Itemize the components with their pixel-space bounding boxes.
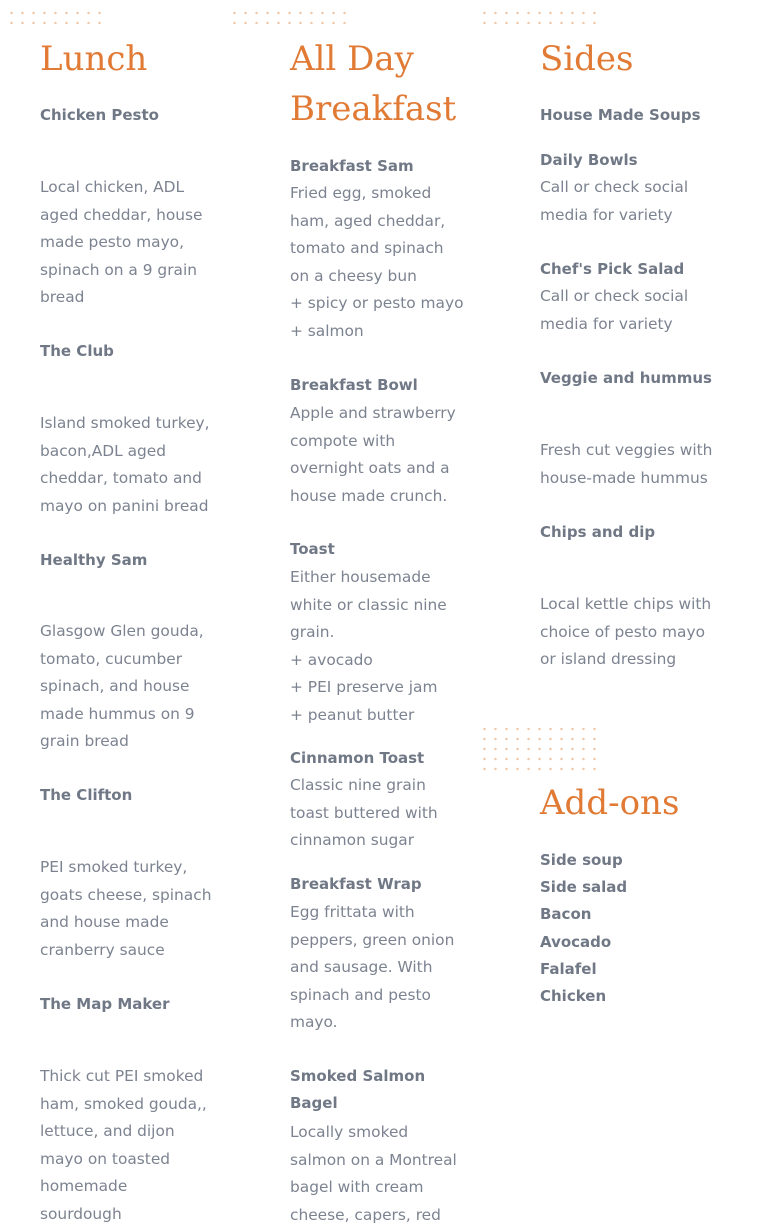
item-description: Classic nine grain toast buttered with cinnamon sugar <box>290 776 438 849</box>
lunch-heading: Lunch <box>40 39 148 79</box>
item-description: Fried egg, smoked ham, aged cheddar, tomato and spinach on a cheesy bun + spicy or pesto mayo + salmon <box>290 184 464 340</box>
item-title: Cinnamon Toast <box>290 749 425 767</box>
item-title: Breakfast Bowl <box>290 376 418 394</box>
dot-pattern-decoration <box>229 8 353 30</box>
item-description: Either housemade white or classic nine grain. + avocado + PEI preserve jam + peanut butter <box>290 568 447 724</box>
item-description: Local kettle chips with choice of pesto mayo or island dressing <box>540 595 712 668</box>
item-title: Healthy Sam <box>40 551 148 569</box>
item-title: Chips and dip <box>540 523 656 541</box>
item-title: The Map Maker <box>40 995 170 1013</box>
addon-item: Avocado <box>540 933 612 951</box>
addons-heading: Add-ons <box>540 783 680 823</box>
item-title: House Made Soups <box>540 106 701 124</box>
item-title: Smoked Salmon Bagel <box>290 1067 426 1112</box>
dot-pattern-decoration <box>479 8 603 30</box>
item-title: Breakfast Wrap <box>290 875 422 893</box>
item-title: Breakfast Sam <box>290 157 414 175</box>
addon-item: Chicken <box>540 987 607 1005</box>
item-title: Chef's Pick Salad <box>540 260 685 278</box>
addon-item: Side salad <box>540 878 628 896</box>
item-description: Island smoked turkey, bacon,ADL aged cheddar, tomato and mayo on panini bread <box>40 414 210 515</box>
item-title: Chicken Pesto <box>40 106 159 124</box>
item-description: Call or check social media for variety <box>540 287 689 333</box>
item-description: Locally smoked salmon on a Montreal bagel with cream cheese, capers, red <box>290 1123 457 1224</box>
item-title: Toast <box>290 540 335 558</box>
item-title: The Clifton <box>40 786 133 804</box>
item-description: PEI smoked turkey, goats cheese, spinach and house made cranberry sauce <box>40 858 212 959</box>
item-description: Thick cut PEI smoked ham, smoked gouda,, lettuce, and dijon mayo on toasted homemade sourdough <box>40 1067 207 1223</box>
sides-heading: Sides <box>540 39 634 79</box>
item-description: Call or check social media for variety <box>540 178 689 224</box>
item-description: Local chicken, ADL aged cheddar, house made pesto mayo, spinach on a 9 grain bread <box>40 178 203 306</box>
item-title: Veggie and hummus <box>540 369 712 387</box>
item-description: Egg frittata with peppers, green onion and sausage. With spinach and pesto mayo. <box>290 903 455 1031</box>
item-description: Glasgow Glen gouda, tomato, cucumber spinach, and house made hummus on 9 grain bread <box>40 622 204 750</box>
item-title: The Club <box>40 342 114 360</box>
item-description: Apple and strawberry compote with overnight oats and a house made crunch. <box>290 404 456 505</box>
breakfast-heading: All Day Breakfast <box>290 39 457 129</box>
item-description: Fresh cut veggies with house-made hummus <box>540 441 713 487</box>
addon-item: Falafel <box>540 960 597 978</box>
addon-item: Side soup <box>540 851 623 869</box>
dot-pattern-decoration <box>479 724 603 776</box>
addon-item: Bacon <box>540 905 592 923</box>
item-title: Daily Bowls <box>540 151 638 169</box>
dot-pattern-decoration <box>6 8 101 30</box>
